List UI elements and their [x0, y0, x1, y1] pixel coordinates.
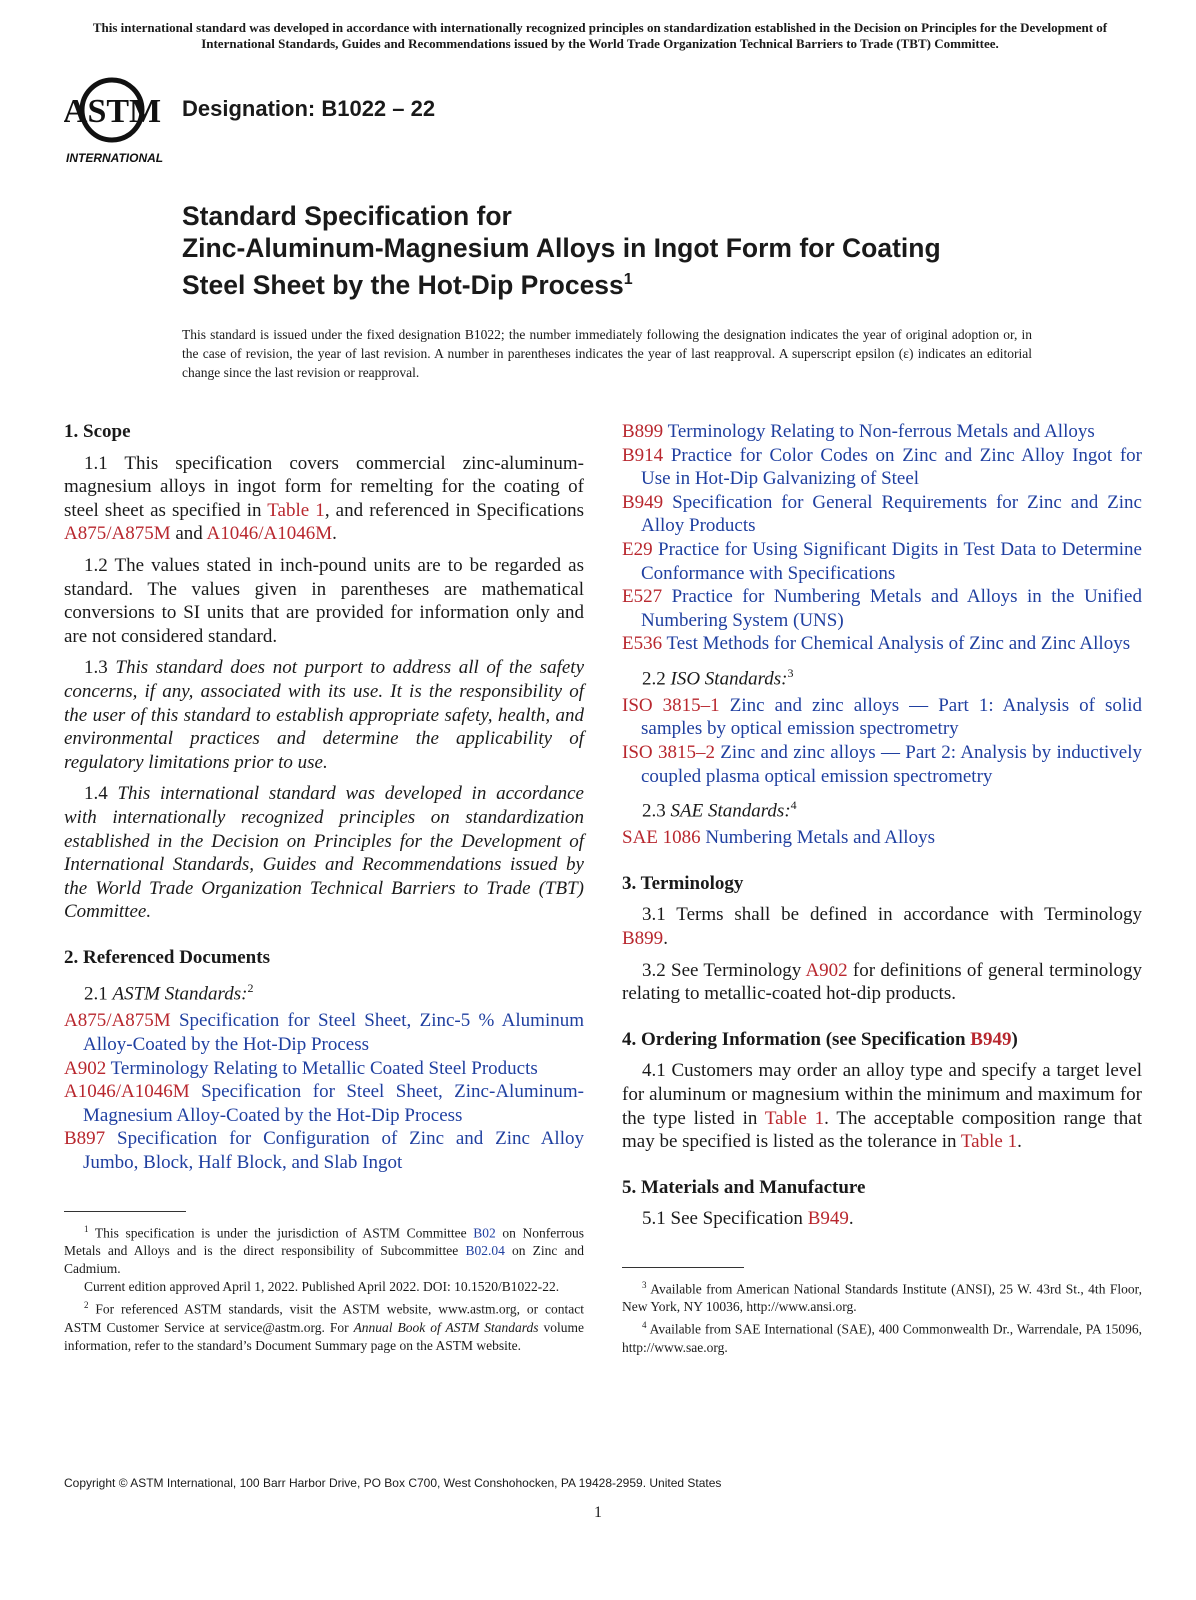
logo-text: ASTM — [64, 93, 162, 130]
reference-item — [622, 491, 1142, 538]
reference-title-link[interactable]: Test Methods for Chemical Analysis of Zinc and Zinc Alloys — [662, 633, 1131, 655]
footnote-divider-right — [622, 1267, 744, 1268]
logo-subtext: INTERNATIONAL — [66, 151, 164, 165]
iso-standards-label: 2.2 ISO Standards:$^3$ — [642, 665, 794, 690]
reference-code-link[interactable]: ISO 3815–2 — [622, 742, 715, 764]
reference-title-link[interactable]: Practice for Color Codes on Zinc and Zinc Alloy Ingot for Use in Hot-Dip Galvanizing of Steel — [641, 444, 1142, 490]
footnotes-left — [64, 1220, 584, 1355]
reference-title-link[interactable]: Zinc and zinc alloys — Part 2: Analysis by inductively coupled plasma optical emission spectrometry — [641, 742, 1142, 787]
title-line-1: Standard Specification for — [182, 201, 512, 231]
issuance-note: This standard is issued under the fixed designation B1022; the number immediately following the designation indicates the year of original adoption or, in the case of revision, the year of last revision. A number in parentheses indicates the year of last reapproval. A superscript epsilon (ε) indicates an editorial change since the last revision or reapproval. — [182, 327, 1032, 380]
reference-code-link[interactable]: B914 — [622, 444, 664, 466]
footnotes-right — [622, 1276, 1142, 1357]
reference-title-link[interactable]: Practice for Numbering Metals and Alloys in the Unified Numbering System (UNS) — [641, 586, 1142, 631]
link-table-1[interactable]: Table 1 — [267, 499, 325, 521]
reference-item — [622, 444, 1142, 491]
reference-code-link[interactable]: A875/A875M — [64, 1010, 171, 1032]
section-materials-heading: 5. Materials and Manufacture — [622, 1176, 866, 1198]
left-column — [64, 420, 584, 1355]
link-b949-materials[interactable]: B949 — [807, 1208, 849, 1230]
reference-item — [622, 632, 1142, 656]
link-table-1-ordering[interactable]: Table 1 — [764, 1107, 825, 1129]
link-table-1-tolerance[interactable]: Table 1 — [960, 1131, 1018, 1153]
reference-title-link[interactable]: Zinc and zinc alloys — Part 1: Analysis of solid samples by optical emission spectrometry — [641, 694, 1142, 740]
link-a875[interactable]: A875/A875M — [64, 523, 171, 545]
astm-logo — [64, 70, 168, 170]
reference-item — [64, 1080, 584, 1127]
link-b02[interactable]: B02 — [473, 1225, 496, 1241]
section-ordering-heading: 4. Ordering Information (see Specification B949) — [622, 1028, 1018, 1050]
footnote-2: $^2$ For referenced ASTM standards, visit the ASTM website, www.astm.org, or contact ASTM Customer Service at service@astm.org. For Annual Book of ASTM Standards volume information, refer to the standard’s Document Summary page on the ASTM website. — [64, 1300, 584, 1353]
terminology-3-2: 3.2 See Terminology A902 for definitions of general terminology relating to metallic-coated hot-dip products. — [622, 959, 1142, 1005]
reference-title-link[interactable]: Practice for Using Significant Digits in Test Data to Determine Conformance with Specifications — [641, 538, 1142, 584]
scope-1-4: 1.4 This international standard was developed in accordance with internationally recognized principles on standardization established in the Decision on Principles for the Development of International Standards, Guides and Recommendations issued by the World Trade Organization Technical Barriers to Trade (TBT) Committee. — [64, 783, 584, 923]
page-number: 1 — [594, 1504, 602, 1521]
footnote-1-edition: Current edition approved April 1, 2022. Published April 2022. DOI: 10.1520/B1022-22. — [84, 1279, 560, 1295]
copyright-line: Copyright © ASTM International, 100 Barr Harbor Drive, PO Box C700, West Conshohocken, PA 19428-2959. United States — [64, 1476, 722, 1490]
scope-1-2: 1.2 The values stated in inch-pound units are to be regarded as standard. The values given in parentheses are mathematical conversions to SI units that are provided for information only and are not considered standard. — [64, 554, 584, 647]
title-footnote-mark: 1 — [623, 271, 633, 288]
link-a902-term[interactable]: A902 — [805, 959, 848, 981]
reference-title-link[interactable]: Numbering Metals and Alloys — [700, 827, 935, 849]
reference-code-link[interactable]: ISO 3815–1 — [622, 694, 720, 716]
link-a1046[interactable]: A1046/A1046M — [206, 523, 333, 545]
astm-reference-list-continued — [622, 420, 1142, 656]
reference-title-link[interactable]: Specification for General Requirements for Zinc and Zinc Alloy Products — [641, 491, 1142, 537]
ordering-4-1: 4.1 Customers may order an alloy type and specify a target level for aluminum or magnesium within the minimum and maximum for the type listed in Table 1. The acceptable composition range that may be specified is listed as the tolerance in Table 1. — [622, 1060, 1142, 1153]
link-b949-heading[interactable]: B949 — [970, 1028, 1012, 1050]
reference-item — [622, 585, 1142, 632]
reference-code-link[interactable]: A902 — [64, 1057, 107, 1079]
footnote-4: $^4$ Available from SAE International (SAE), 400 Commonwealth Dr., Warrendale, PA 15096, http://www.sae.org. — [622, 1320, 1142, 1355]
reference-title-link[interactable]: Terminology Relating to Non-ferrous Metals and Alloys — [663, 421, 1095, 442]
reference-item — [622, 420, 1142, 444]
reference-item — [622, 694, 1142, 741]
reference-item — [622, 826, 1142, 850]
reference-item — [622, 538, 1142, 585]
section-terminology-heading: 3. Terminology — [622, 872, 744, 894]
reference-title-link[interactable]: Specification for Steel Sheet, Zinc-Aluminum-Magnesium Alloy-Coated by the Hot-Dip Process — [83, 1081, 584, 1126]
reference-code-link[interactable]: SAE 1086 — [622, 827, 701, 849]
reference-item — [64, 1009, 584, 1056]
title-line-3: Steel Sheet by the Hot-Dip Process — [182, 269, 624, 300]
scope-1-1: 1.1 This specification covers commercial zinc-aluminum-magnesium alloys in ingot form for remelting for the coating of steel sheet as specified in Table 1, and referenced in Specifications A875/A875M and A1046/A1046M. — [64, 452, 585, 545]
sae-reference-list — [622, 826, 1142, 850]
iso-reference-list — [622, 694, 1142, 788]
sae-standards-label: 2.3 SAE Standards:$^4$ — [642, 798, 797, 822]
reference-title-link[interactable]: Specification for Steel Sheet, Zinc-5 % Aluminum Alloy-Coated by the Hot-Dip Process — [83, 1010, 584, 1055]
astm-standards-label: 2.1 ASTM Standards:$^2$ — [84, 981, 254, 1005]
reference-item — [622, 741, 1142, 788]
reference-item — [64, 1057, 584, 1081]
reference-code-link[interactable]: E29 — [622, 538, 653, 560]
footnote-3: $^3$ Available from American National Standards Institute (ANSI), 25 W. 43rd St., 4th Floor, New York, NY 10036, http://www.ansi.org. — [622, 1279, 1142, 1315]
top-notice: This international standard was developed in accordance with internationally recognized principles on standardization established in the Decision on Principles for the Development of International Standards, Guides and Recommendations issued by the World Trade Organization Technical Barriers to Trade (TBT) Committee. — [92, 20, 1108, 51]
reference-title-link[interactable]: Specification for Configuration of Zinc and Zinc Alloy Jumbo, Block, Half Block, and Slab Ingot — [83, 1128, 584, 1173]
reference-code-link[interactable]: B899 — [622, 421, 664, 442]
link-b899-term[interactable]: B899 — [622, 927, 664, 949]
right-column — [622, 420, 1142, 1357]
section-refdocs-heading: 2. Referenced Documents — [64, 946, 270, 968]
reference-code-link[interactable]: E536 — [622, 633, 663, 655]
section-scope-heading: 1. Scope — [64, 421, 131, 442]
reference-item — [64, 1127, 584, 1174]
reference-code-link[interactable]: E527 — [622, 586, 663, 608]
designation: Designation: B1022 – 22 — [182, 96, 436, 121]
reference-code-link[interactable]: B897 — [64, 1128, 106, 1150]
astm-reference-list — [64, 1009, 584, 1174]
materials-5-1: 5.1 See Specification B949. — [642, 1208, 854, 1230]
link-b02-04[interactable]: B02.04 — [465, 1243, 505, 1259]
reference-title-link[interactable]: Terminology Relating to Metallic Coated Steel Products — [106, 1057, 538, 1079]
reference-code-link[interactable]: B949 — [622, 491, 664, 513]
terminology-3-1: 3.1 Terms shall be defined in accordance with Terminology B899. — [622, 904, 1142, 949]
reference-code-link[interactable]: A1046/A1046M — [64, 1081, 190, 1103]
footnote-1: $^1$ This specification is under the jurisdiction of ASTM Committee B02 on Nonferrous Metals and Alloys and is the direct responsibility of Subcommittee B02.04 on Zinc and Cadmium. — [64, 1223, 585, 1277]
title-line-2: Zinc-Aluminum-Magnesium Alloys in Ingot Form for Coating — [182, 233, 941, 263]
scope-1-3: 1.3 This standard does not purport to address all of the safety concerns, if any, associated with its use. It is the responsibility of the user of this standard to establish appropriate safety, health, and environmental practices and determine the applicability of regulatory limitations prior to use. — [64, 657, 584, 773]
document-title — [182, 200, 1062, 301]
footnote-divider — [64, 1211, 186, 1212]
